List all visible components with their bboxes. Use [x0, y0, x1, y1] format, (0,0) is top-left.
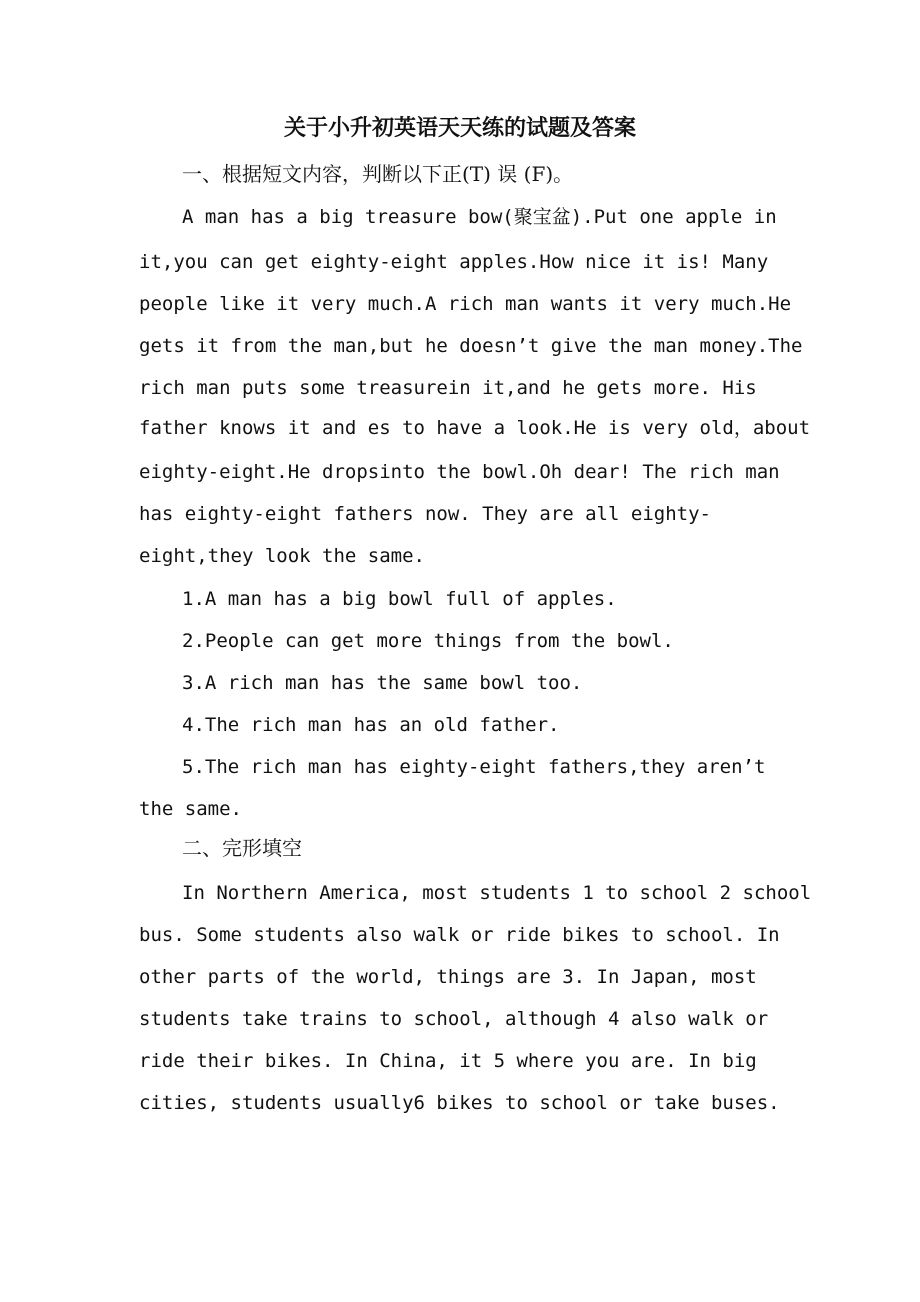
cloze-passage-line: cities, students usually6 bikes to school or take buses.: [139, 1092, 780, 1114]
passage-line: rich man puts some treasurein it,and he gets more. His: [139, 377, 757, 399]
cloze-passage-line: students take trains to school, although 4 also walk or: [139, 1008, 769, 1030]
passage-line: people like it very much.A rich man wants it very much.He: [139, 293, 792, 315]
question-item-continuation: the same.: [139, 798, 242, 820]
question-item: 2.People can get more things from the bowl.: [182, 630, 674, 652]
passage-line: eighty-eight.He dropsinto the bowl.Oh dear! The rich man: [139, 461, 780, 483]
cloze-passage-line: ride their bikes. In China, it 5 where you are. In big: [139, 1050, 757, 1072]
cloze-passage-line: bus. Some students also walk or ride bikes to school. In: [139, 924, 780, 946]
question-item: 3.A rich man has the same bowl too.: [182, 672, 583, 694]
section-heading-cloze: 二、完形填空: [182, 836, 302, 860]
passage-line: it,you can get eighty-eight apples.How nice it is! Many: [139, 251, 769, 273]
question-item: 4.The rich man has an old father.: [182, 714, 560, 736]
passage-line: gets it from the man,but he doesn’t give the man money.The: [139, 335, 803, 357]
cloze-passage-line: In Northern America, most students 1 to school 2 school: [182, 882, 812, 904]
passage-line: A man has a big treasure bow(聚宝盆).Put one apple in: [182, 206, 777, 228]
passage-line: eight,they look the same.: [139, 545, 425, 567]
page-title: 关于小升初英语天天练的试题及答案: [283, 115, 636, 141]
cloze-passage-line: other parts of the world, things are 3. In Japan, most: [139, 966, 757, 988]
question-item: 5.The rich man has eighty-eight fathers,they aren’t: [182, 756, 766, 778]
passage-line: has eighty-eight fathers now. They are all eighty-: [139, 503, 711, 525]
section-heading-true-false: 一、根据短文内容，判断以下正(T) 误 (F)。: [182, 162, 574, 186]
question-item: 1.A man has a big bowl full of apples.: [182, 588, 617, 610]
passage-line: father knows it and es to have a look.He is very old，about: [139, 417, 811, 439]
